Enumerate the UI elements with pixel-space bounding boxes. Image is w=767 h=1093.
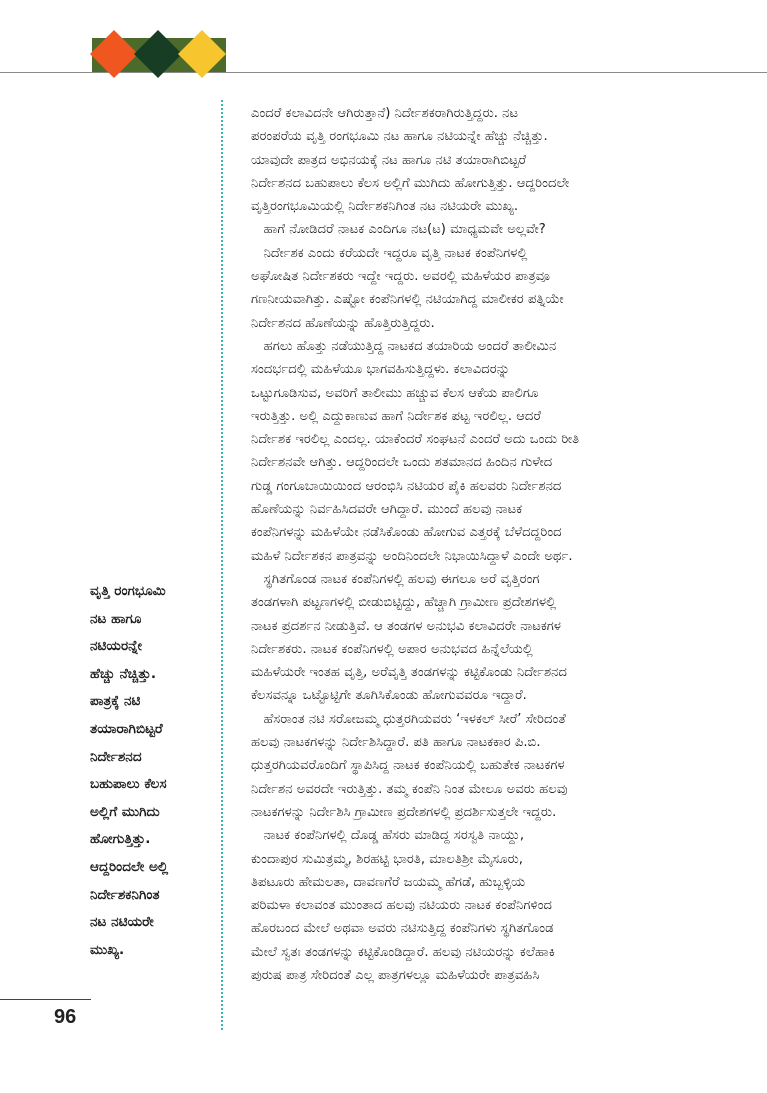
body-text-line: ಹೊರಬಂದ ಮೇಲೆ ಅಥವಾ ಅವರು ನಟಿಸುತ್ತಿದ್ದ ಕಂಪೆನಿಗಳು ಸ್ಥಗಿತಗೊಂಡ [251,921,554,937]
footer-rule [0,999,91,1000]
body-text-line: ಸಂದರ್ಭದಲ್ಲಿ ಮಹಿಳೆಯೂ ಭಾಗವಹಿಸುತ್ತಿದ್ದಳು. ಕಲಾವಿದರನ್ನು [251,362,511,378]
pull-quote-line: ಅಲ್ಲಿಗೆ ಮುಗಿದು [90,803,160,820]
body-text-line: ಎಂದರೆ ಕಲಾವಿದನೇ ಆಗಿರುತ್ತಾನೆ) ನಿರ್ದೇಶಕರಾಗಿರುತ್ತಿದ್ದರು. ನಟ [251,106,519,121]
body-text-line: ನಿರ್ದೇಶನ ಅವರದೇ ಇರುತ್ತಿತ್ತು. ತಮ್ಮ ಕಂಪೆನಿ ನಿಂತ ಮೇಲೂ ಅವರು ಹಲವು [251,781,568,797]
pull-quote-line: ನಿರ್ದೇಶಕನಿಗಿಂತ [90,886,160,903]
main-text-column [251,102,713,987]
body-text-line: ಮೇಲೆ ಸ್ವತಃ ತಂಡಗಳನ್ನು ಕಟ್ಟಿಕೊಂಡಿದ್ದಾರೆ. ಹಲವು ನಟಿಯರನ್ನು ಕಲೆಹಾಕಿ [251,944,555,960]
pull-quote-line: ಆದ್ದರಿಂದಲೇ ಅಲ್ಲಿ [90,858,169,875]
body-text-line: ಕೆಲಸವನ್ನೂ ಒಟ್ಟೊಟ್ಟಿಗೇ ತೂಗಿಸಿಕೊಂಡು ಹೋಗುವವರೂ ಇದ್ದಾರೆ. [251,688,527,704]
page-number: 96 [54,1006,77,1028]
body-text-line: ಪುರುಷ ಪಾತ್ರ ಸೇರಿದಂತೆ ಎಲ್ಲ ಪಾತ್ರಗಳಲ್ಲೂ ಮಹಿಳೆಯರೇ ಪಾತ್ರವಹಿಸಿ [251,967,540,983]
body-text-line: ತಂಡಗಳಾಗಿ ಪಟ್ಟಣಗಳಲ್ಲಿ ಬೀಡುಬಿಟ್ಟಿದ್ದು, ಹೆಚ್ಚಾಗಿ ಗ್ರಾಮೀಣ ಪ್ರದೇಶಗಳಲ್ಲಿ [251,595,557,611]
pull-quote-line: ಬಹುಪಾಲು ಕೆಲಸ [90,776,167,793]
pull-quote-line: ತಯಾರಾಗಿಬಿಟ್ಟರೆ [90,720,163,737]
body-text-line: ನಿರ್ದೇಶನದ ಹೊಣೆಯನ್ನು ಹೊತ್ತಿರುತ್ತಿದ್ದರು. [251,315,435,331]
body-text-line: ಹಲವು ನಾಟಕಗಳನ್ನು ನಿರ್ದೇಶಿಸಿದ್ದಾರೆ. ಪತಿ ಹಾಗೂ ನಾಟಕಕಾರ ಪಿ.ಬಿ. [251,735,541,751]
body-text-line: ಪರಂಪರೆಯ ವೃತ್ತಿ ರಂಗಭೂಮಿ ನಟ ಹಾಗೂ ನಟಿಯನ್ನೇ ಹೆಚ್ಚು ನೆಚ್ಚಿತ್ತು. [251,129,548,145]
pull-quote-line: ವೃತ್ತಿ ರಂಗಭೂಮಿ [90,583,166,599]
body-text-line: ಪರಿಮಳಾ ಕಲಾವಂತ ಮುಂತಾದ ಹಲವು ನಟಿಯರು ನಾಟಕ ಕಂಪೆನಿಗಳಿಂದ [251,898,553,914]
pull-quote [90,578,216,964]
pull-quote-line: ನಟಿಯರನ್ನೇ [90,638,143,655]
body-text-line: ಕುಂದಾಪುರ ಸುಮಿತ್ರಮ್ಮ, ಶಿರಹಟ್ಟಿ ಭಾರತಿ, ಮಾಲತಿಶ್ರೀ ಮೈಸೂರು, [251,851,523,867]
body-text-line: ಹಾಗೆ ನೋಡಿದರೆ ನಾಟಕ ಎಂದಿಗೂ ನಟ(ಟ) ಮಾಧ್ಯಮವೇ ಅಲ್ಲವೇ? [251,222,546,238]
pull-quote-line: ಹೋಗುತ್ತಿತ್ತು. [90,831,151,848]
column-divider [221,100,223,1030]
body-text-line: ನಾಟಕ ಪ್ರದರ್ಶನ ನೀಡುತ್ತಿವೆ. ಆ ತಂಡಗಳ ಅನುಭವಿ ಕಲಾವಿದರೇ ನಾಟಕಗಳ [251,618,562,634]
pull-quote-line: ಪಾತ್ರಕ್ಕೆ ನಟಿ [90,693,141,710]
body-text-line: ನಿರ್ದೇಶಕ ಎಂದು ಕರೆಯದೇ ಇದ್ದರೂ ವೃತ್ತಿ ನಾಟಕ ಕಂಪೆನಿಗಳಲ್ಲಿ [251,245,528,261]
body-text-line: ಧುತ್ತರಗಿಯವರೊಂದಿಗೆ ಸ್ಥಾಪಿಸಿದ್ದ ನಾಟಕ ಕಂಪೆನಿಯಲ್ಲಿ ಬಹುತೇಕ ನಾಟಕಗಳ [251,758,565,774]
pull-quote-line: ಹೆಚ್ಚು ನೆಚ್ಚಿತ್ತು. [90,665,157,682]
pull-quote-line: ನಟ ಹಾಗೂ [90,610,142,627]
body-text-line: ಸ್ಥಗಿತಗೊಂಡ ನಾಟಕ ಕಂಪೆನಿಗಳಲ್ಲಿ ಹಲವು ಈಗಲೂ ಅರೆ ವೃತ್ತಿರಂಗ [251,571,540,587]
body-text-line: ಒಟ್ಟುಗೂಡಿಸುವ, ಅವರಿಗೆ ತಾಲೀಮು ಹಚ್ಚುವ ಕೆಲಸ ಆಕೆಯ ಪಾಲಿಗೂ [251,385,539,401]
body-text-line: ನಾಟಕ ಕಂಪೆನಿಗಳಲ್ಲಿ ದೊಡ್ಡ ಹೆಸರು ಮಾಡಿದ್ದ ಸರಸ್ವತಿ ನಾಯ್ದು, [251,828,525,844]
body-text-line: ಹೆಸರಾಂತ ನಟಿ ಸರೋಜಮ್ಮ ಧುತ್ತರಗಿಯವರು ‘ಇಳಕಲ್ ಸೀರೆ’ ಸೇರಿದಂತೆ [251,711,566,727]
body-text-line: ಗಣನೀಯವಾಗಿತ್ತು. ಎಷ್ಟೋ ಕಂಪೆನಿಗಳಲ್ಲಿ ನಟಿಯಾಗಿದ್ದ ಮಾಲೀಕರ ಪತ್ನಿಯೇ [251,292,564,308]
body-text-line: ಮಹಿಳೆ ನಿರ್ದೇಶಕನ ಪಾತ್ರವನ್ನು ಅಂದಿನಿಂದಲೇ ನಿಭಾಯಿಸಿದ್ದಾಳೆ ಎಂದೇ ಅರ್ಥ. [251,548,573,564]
body-text-line: ತಿಪಟೂರು ಹೇಮಲತಾ, ದಾವಣಗೆರೆ ಜಯಮ್ಮ ಹೆಗಡೆ, ಹುಬ್ಬಳ್ಳಿಯ [251,874,526,890]
body-text-line: ನಿರ್ದೇಶನವೇ ಆಗಿತ್ತು. ಆದ್ದರಿಂದಲೇ ಒಂದು ಶತಮಾನದ ಹಿಂದಿನ ಗುಳೇದ [251,455,553,471]
body-text-line: ವೃತ್ತಿರಂಗಭೂಮಿಯಲ್ಲಿ ನಿರ್ದೇಶಕನಿಗಿಂತ ನಟ ನಟಿಯರೇ ಮುಖ್ಯ. [251,199,519,215]
pull-quote-line: ಮುಖ್ಯ. [90,941,125,958]
body-text-line: ಗುಡ್ಡ ಗಂಗೂಬಾಯಿಯಿಂದ ಆರಂಭಿಸಿ ನಟಿಯರ ಪೈಕಿ ಹಲವರು ನಿರ್ದೇಶನದ [251,478,562,494]
body-text-line: ನಿರ್ದೇಶನದ ಬಹುಪಾಲು ಕೆಲಸ ಅಲ್ಲಿಗೆ ಮುಗಿದು ಹೋಗುತ್ತಿತ್ತು. ಆದ್ದರಿಂದಲೇ [251,175,570,191]
body-text-line: ನಿರ್ದೇಶಕ ಇರಲಿಲ್ಲ ಎಂದಲ್ಲ. ಯಾಕೆಂದರೆ ಸಂಘಟನೆ ಎಂದರೆ ಅದು ಒಂದು ರೀತಿ [251,432,580,448]
body-text-line: ಇರುತ್ತಿತ್ತು. ಅಲ್ಲಿ ಎದ್ದುಕಾಣುವ ಹಾಗೆ ನಿರ್ದೇಶಕ ಪಟ್ಟ ಇರಲಿಲ್ಲ. ಆದರೆ [251,408,541,424]
body-text-line: ಹಗಲು ಹೊತ್ತು ನಡೆಯುತ್ತಿದ್ದ ನಾಟಕದ ತಯಾರಿಯ ಅಂದರೆ ತಾಲೀಮಿನ [251,338,557,354]
pull-quote-line: ನಟ ನಟಿಯರೇ [90,914,154,931]
body-text-line: ನಿರ್ದೇಶಕರು. ನಾಟಕ ಕಂಪೆನಿಗಳಲ್ಲಿ ಅಪಾರ ಅನುಭವದ ಹಿನ್ನೆಲೆಯಲ್ಲಿ [251,641,533,657]
body-text-line: ಮಹಿಳೆಯರೇ ಇಂತಹ ವೃತ್ತಿ, ಅರೆವೃತ್ತಿ ತಂಡಗಳನ್ನು ಕಟ್ಟಿಕೊಂಡು ನಿರ್ದೇಶನದ [251,665,568,681]
body-text-line: ಅಘೋಷಿತ ನಿರ್ದೇಶಕರು ಇದ್ದೇ ಇದ್ದರು. ಅವರಲ್ಲಿ ಮಹಿಳೆಯರ ಪಾತ್ರವೂ [251,269,550,285]
body-text-line: ಹೊಣೆಯನ್ನು ನಿರ್ವಹಿಸಿದವರೇ ಆಗಿದ್ದಾರೆ. ಮುಂದೆ ಹಲವು ನಾಟಕ [251,502,523,518]
pull-quote-line: ನಿರ್ದೇಶನದ [90,748,142,765]
body-text-line: ಕಂಪೆನಿಗಳನ್ನು ಮಹಿಳೆಯೇ ನಡೆಸಿಕೊಂಡು ಹೋಗುವ ಎತ್ತರಕ್ಕೆ ಬೆಳೆದದ್ದರಿಂದ [251,525,562,541]
body-text-line: ನಾಟಕಗಳನ್ನು ನಿರ್ದೇಶಿಸಿ ಗ್ರಾಮೀಣ ಪ್ರದೇಶಗಳಲ್ಲಿ ಪ್ರದರ್ಶಿಸುತ್ತಲೇ ಇದ್ದರು. [251,804,557,820]
body-text-line: ಯಾವುದೇ ಪಾತ್ರದ ಅಭಿನಯಕ್ಕೆ ನಟ ಹಾಗೂ ನಟಿ ತಯಾರಾಗಿಬಿಟ್ಟರೆ [251,152,527,168]
